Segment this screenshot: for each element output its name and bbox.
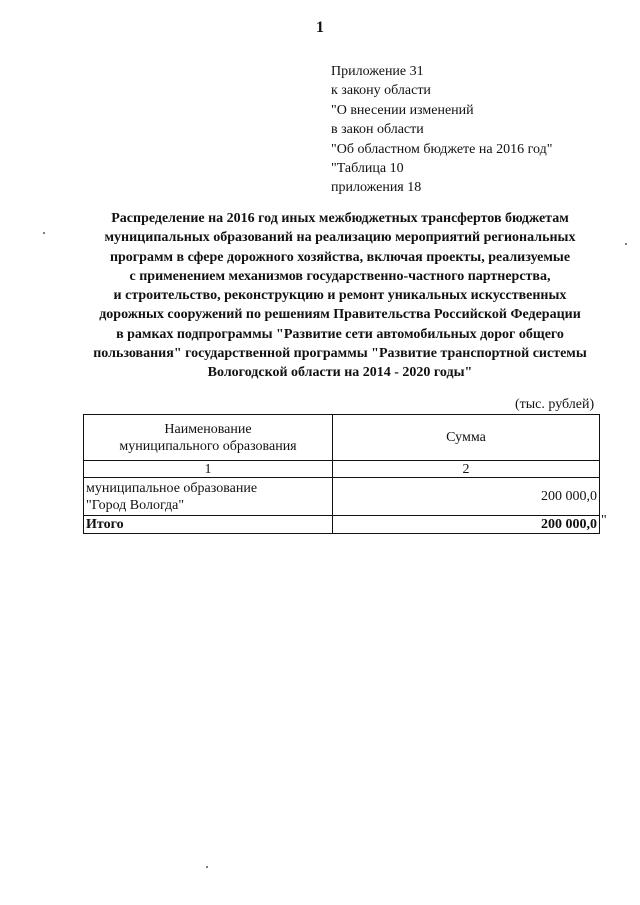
document-title xyxy=(60,209,620,383)
appendix-line: приложения 18 xyxy=(331,180,422,196)
title-line: с применением механизмов государственно-частного партнерства, xyxy=(129,268,551,284)
total-row xyxy=(84,516,600,534)
allocation-table xyxy=(83,414,600,534)
municipality-name-line: муниципальное образование xyxy=(86,480,258,496)
header-sum-cell: Сумма xyxy=(333,415,600,461)
appendix-line: Приложение 31 xyxy=(331,64,424,79)
scan-speck xyxy=(206,866,208,868)
title-line: и строительство, реконструкцию и ремонт уникальных искусственных xyxy=(113,288,567,304)
table-header-row xyxy=(84,415,600,461)
title-line: программ в сфере дорожного хозяйства, включая проекты, реализуемые xyxy=(109,249,571,265)
title-line: дорожных сооружений по решениям Правительства Российской Федерации xyxy=(99,307,581,323)
appendix-line: "Таблица 10 xyxy=(331,161,404,177)
municipality-name-cell xyxy=(84,478,333,516)
title-line: Вологодской области на 2014 - 2020 годы" xyxy=(207,365,473,381)
scan-speck xyxy=(625,243,627,245)
appendix-line: в закон области xyxy=(331,122,424,138)
sum-cell: 200 000,0 xyxy=(333,478,600,516)
appendix-line: "Об областном бюджете на 2016 год" xyxy=(331,141,553,157)
column-number-row xyxy=(84,461,600,478)
closing-quote: " xyxy=(601,513,607,528)
appendix-line: к закону области xyxy=(331,83,431,99)
header-name-cell xyxy=(84,415,333,461)
total-sum-cell: 200 000,0 xyxy=(333,516,600,534)
column-number-cell: 1 xyxy=(84,461,333,478)
table-row xyxy=(84,478,600,516)
title-line: Распределение на 2016 год иных межбюджетных трансфертов бюджетам xyxy=(111,211,569,226)
appendix-line: "О внесении изменений xyxy=(331,102,474,118)
header-name-line: муниципального образования xyxy=(119,438,297,454)
title-line: пользования" государственной программы "Развитие транспортной системы xyxy=(93,346,587,362)
appendix-header xyxy=(331,62,552,198)
units-label: (тыс. рублей) xyxy=(515,397,595,412)
scan-speck xyxy=(43,232,45,234)
total-label-cell: Итого xyxy=(84,516,333,534)
page-number: 1 xyxy=(316,19,324,36)
title-line: в рамках подпрограммы "Развитие сети автомобильных дорог общего xyxy=(116,326,564,342)
column-number-cell: 2 xyxy=(333,461,600,478)
title-line: муниципальных образований на реализацию мероприятий региональных xyxy=(104,230,576,246)
municipality-name-line: "Город Вологда" xyxy=(86,497,185,513)
header-name-line: Наименование xyxy=(164,421,252,437)
